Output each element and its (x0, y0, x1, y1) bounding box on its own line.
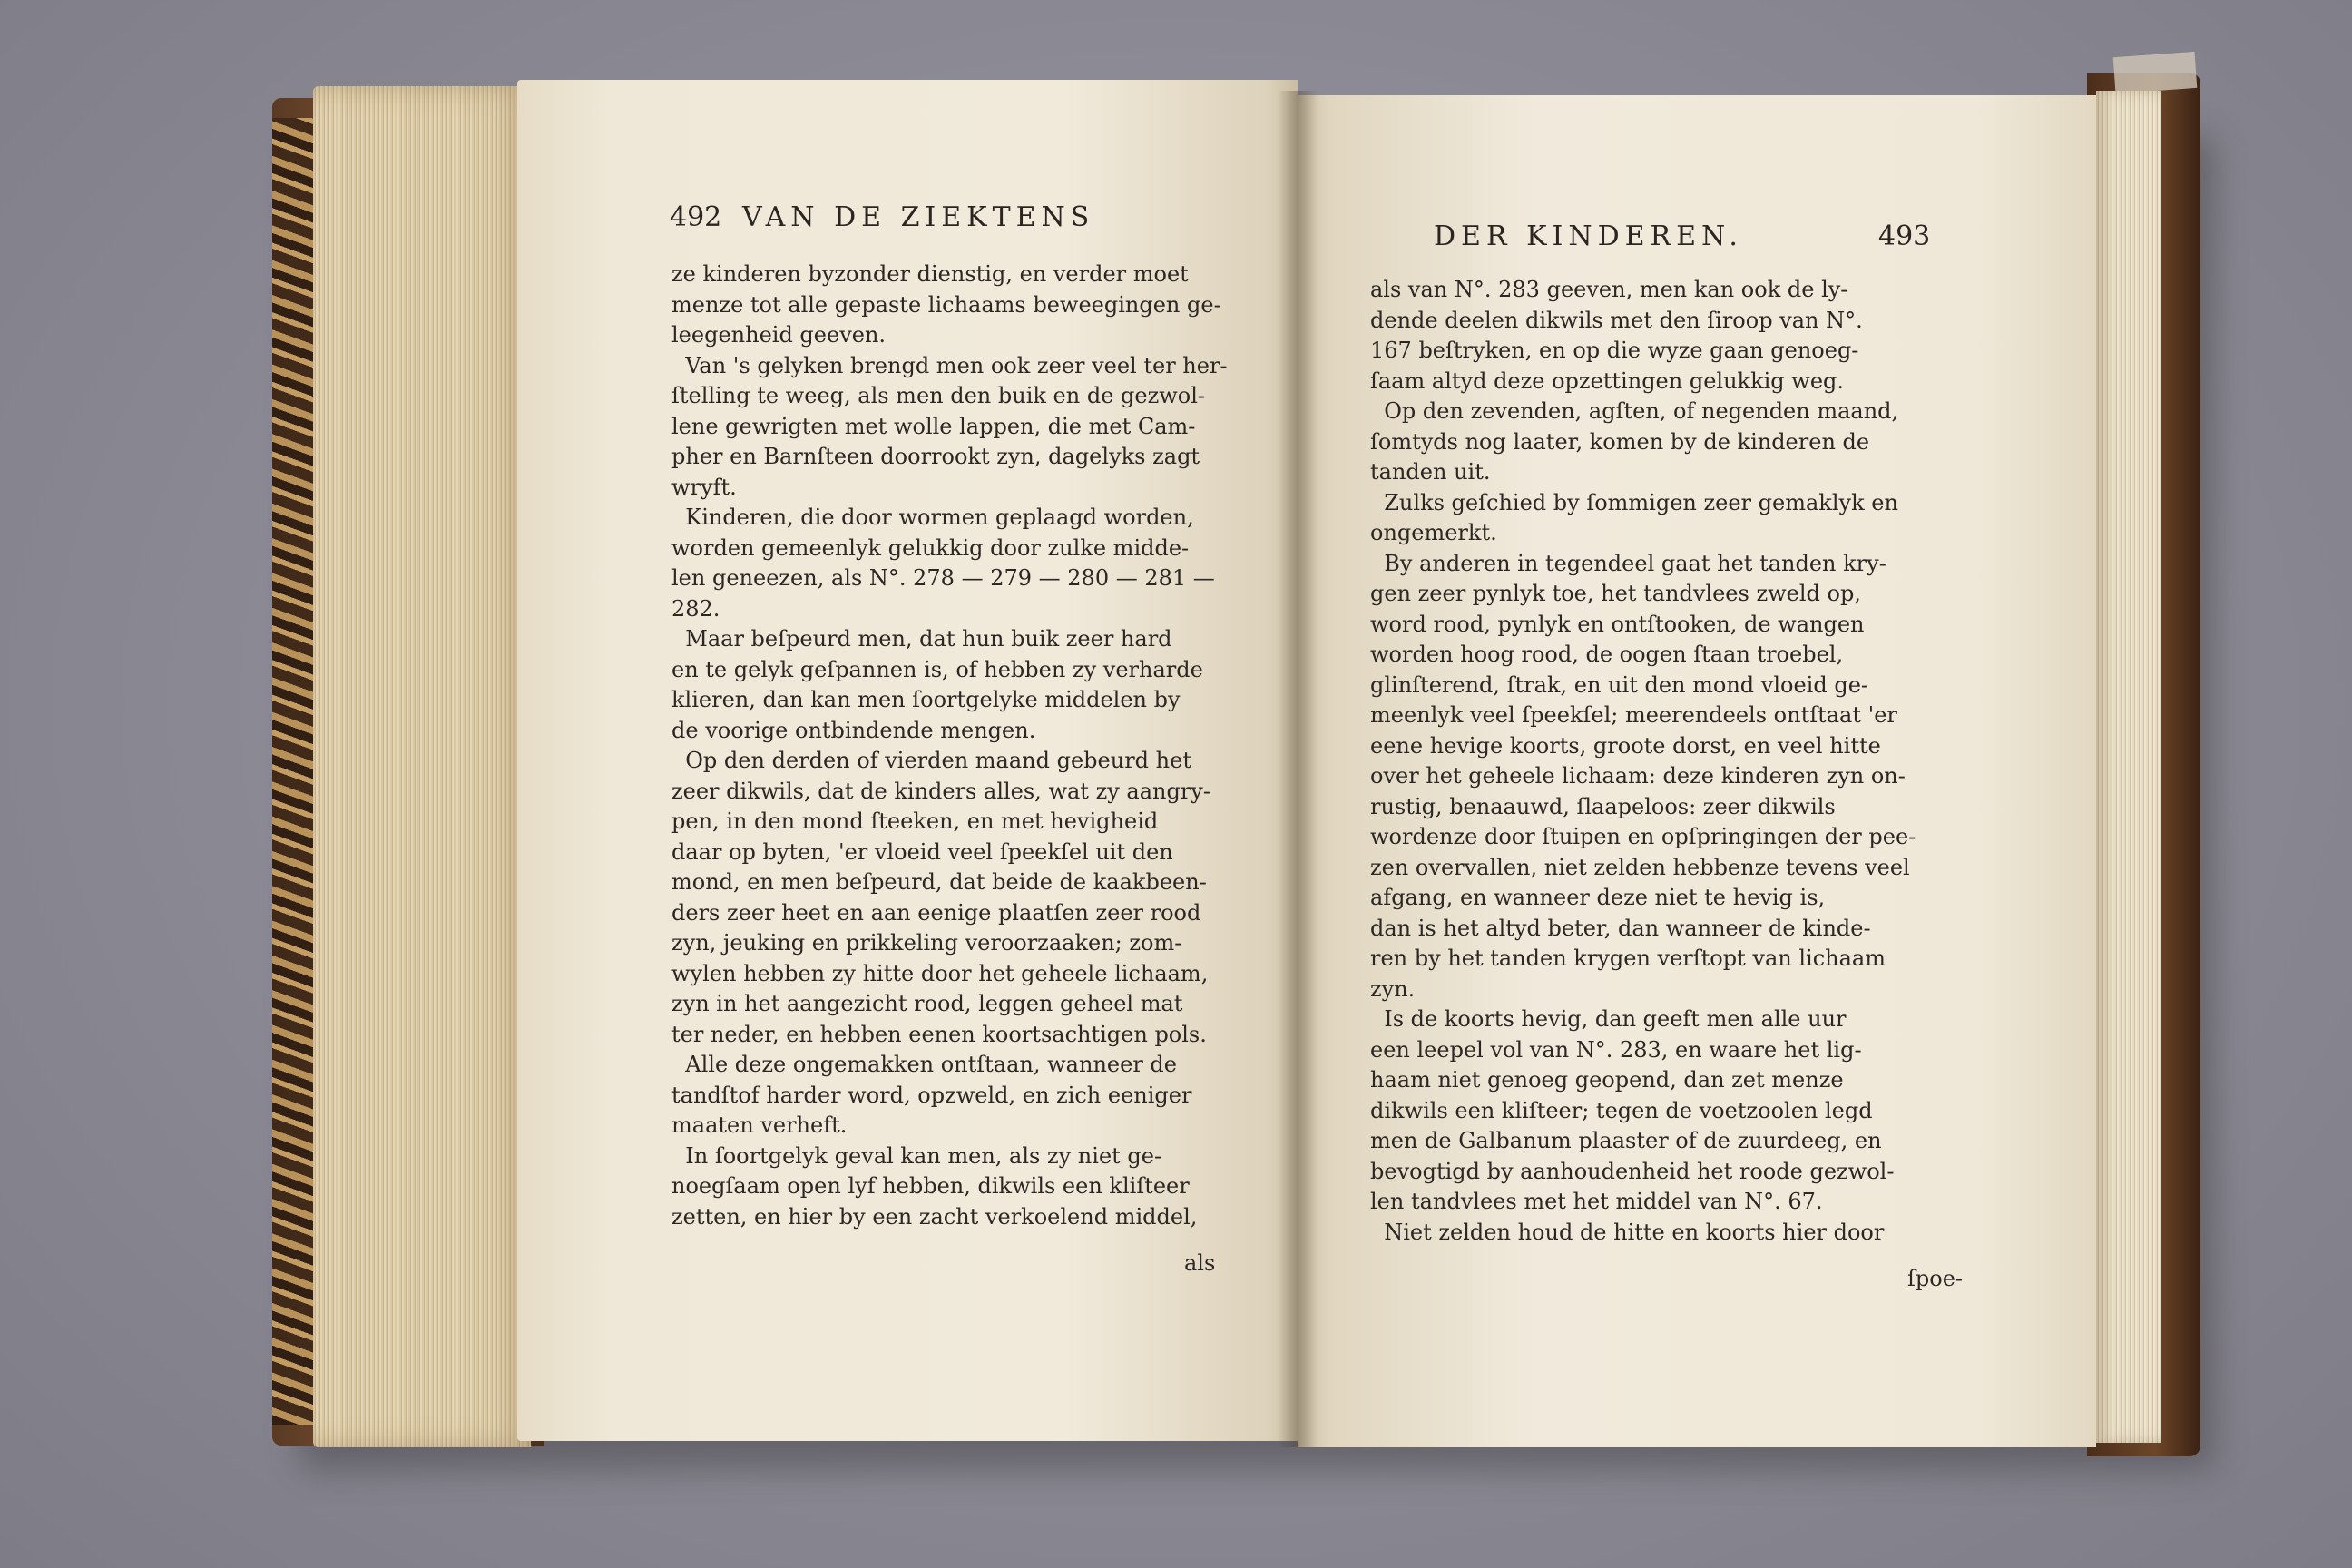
text-line: mond, en men beſpeurd, dat beide de kaakbeen- (671, 869, 1207, 895)
text-line: en te gelyk geſpannen is, of hebben zy verharde (671, 656, 1203, 682)
text-line: Maar beſpeurd men, dat hun buik zeer hard (671, 626, 1172, 652)
text-line: rustig, benaauwd, ſlaapeloos: zeer dikwils (1370, 793, 1836, 819)
left-text-block (671, 260, 1252, 1232)
text-line: zen overvallen, niet zelden hebbenze tevens veel (1370, 854, 1910, 880)
left-catchword: als (1184, 1250, 1216, 1276)
text-line: Alle deze ongemakken ontſtaan, wanneer de (671, 1052, 1177, 1077)
text-line: Niet zelden houd de hitte en koorts hier door (1370, 1219, 1885, 1245)
text-line: haam niet genoeg geopend, dan zet menze (1370, 1067, 1844, 1093)
right-page-number: 493 (1878, 220, 1931, 252)
text-line: klieren, dan kan men ſoortgelyke middelen by (671, 687, 1181, 712)
text-line: Op den zevenden, agſten, of negenden maand, (1370, 398, 1899, 424)
text-line: len geneezen, als N°. 278 — 279 — 280 — 281 — (671, 565, 1215, 591)
text-line: By anderen in tegendeel gaat het tanden kry- (1370, 550, 1886, 576)
right-catchword: ſpoe- (1907, 1266, 1964, 1291)
text-line: 282. (671, 595, 720, 622)
text-line: ſaam altyd deze opzettingen gelukkig weg. (1370, 368, 1845, 394)
right-running-head: DER KINDEREN. (1434, 220, 1743, 252)
text-line: ren by het tanden krygen verſtopt van lichaam (1370, 946, 1886, 971)
text-line: Van 's gelyken brengd men ook zeer veel ter her- (671, 352, 1228, 378)
text-line: ſomtyds nog laater, komen by de kinderen de (1370, 428, 1870, 455)
left-page-edges (313, 86, 531, 1447)
text-line: 167 beſtryken, en op die wyze gaan genoeg- (1370, 338, 1859, 363)
text-line: zyn. (1370, 975, 1416, 1002)
text-line: over het geheele lichaam: deze kinderen zyn on- (1370, 763, 1906, 789)
text-line: wylen hebben zy hitte door het geheele lichaam, (671, 960, 1209, 986)
text-line: len tandvlees met het middel van N°. 67. (1370, 1189, 1823, 1214)
text-line: leegenheid geeven. (671, 322, 887, 348)
text-line: word rood, pynlyk en ontſtooken, de wangen (1370, 611, 1865, 637)
text-line: zetten, en hier by een zacht verkoelend middel, (671, 1203, 1198, 1230)
right-text-block (1370, 275, 1951, 1248)
text-line: menze tot alle gepaste lichaams beweegingen ge- (671, 291, 1221, 318)
text-line: tanden uit. (1370, 459, 1491, 485)
text-line: noegſaam open lyf hebben, dikwils een kliſteer (671, 1173, 1190, 1199)
text-line: dikwils een kliſteer; tegen de voetzoolen legd (1370, 1097, 1873, 1123)
text-line: de voorige ontbindende mengen. (671, 717, 1036, 743)
book-gutter (1278, 91, 1318, 1447)
left-running-head: VAN DE ZIEKTENS (742, 201, 1095, 233)
text-line: als van N°. 283 geeven, men kan ook de ly- (1370, 277, 1848, 302)
text-line: Is de koorts hevig, dan geeft men alle uur (1370, 1006, 1847, 1032)
text-line: gen zeer pynlyk toe, het tandvlees zweld op, (1370, 581, 1861, 606)
text-line: Zulks geſchied by ſommigen zeer gemaklyk en (1370, 489, 1898, 515)
text-line: ders zeer heet en aan eenige plaatſen zeer rood (671, 899, 1201, 926)
text-line: zyn in het aangezicht rood, leggen geheel mat (671, 991, 1183, 1016)
text-line: pen, in den mond ſteeken, en met hevigheid (671, 808, 1159, 834)
text-line: bevogtigd by aanhoudenheid het roode gezwol- (1370, 1158, 1895, 1184)
text-line: tandſtof harder word, opzweld, en zich eeniger (671, 1082, 1192, 1108)
text-line: Kinderen, die door wormen geplaagd worden, (671, 505, 1194, 530)
text-line: dende deelen dikwils met den ſiroop van N°. (1370, 307, 1863, 333)
text-line: worden hoog rood, de oogen ſtaan troebel, (1370, 642, 1844, 667)
right-page-edges (2096, 91, 2161, 1443)
text-line: wryft. (671, 474, 737, 500)
right-page (1298, 95, 2096, 1447)
text-line: ſtelling te weeg, als men den buik en de gezwol- (671, 383, 1206, 408)
text-line: daar op byten, 'er vloeid veel ſpeekſel uit den (671, 838, 1173, 865)
left-page (517, 80, 1298, 1441)
text-line: men de Galbanum plaaster of de zuurdeeg, en (1370, 1128, 1882, 1153)
text-line: wordenze door ſtuipen en opſpringingen der pee- (1370, 824, 1916, 849)
text-line: glinſterend, ſtrak, en uit den mond vloeid ge- (1370, 671, 1868, 698)
text-line: ze kinderen byzonder dienstig, en verder moet (671, 261, 1189, 287)
text-line: dan is het altyd beter, dan wanneer de kinde- (1370, 915, 1871, 941)
text-line: ongemerkt. (1370, 520, 1497, 545)
text-line: lene gewrigten met wolle lappen, die met Cam- (671, 413, 1196, 439)
text-line: meenlyk veel ſpeekſel; meerendeels ontſtaat 'er (1370, 702, 1897, 728)
paper-tab (2113, 52, 2198, 93)
text-line: zyn, jeuking en prikkeling veroorzaaken; zom- (671, 930, 1182, 956)
left-page-number: 492 (670, 201, 722, 233)
text-line: maaten verheft. (671, 1112, 848, 1138)
text-line: zeer dikwils, dat de kinders alles, wat zy aangry- (671, 778, 1210, 804)
text-line: worden gemeenlyk gelukkig door zulke midde- (671, 534, 1190, 561)
text-line: pher en Barnſteen doorrookt zyn, dagelyks zagt (671, 444, 1200, 469)
text-line: Op den derden of vierden maand gebeurd het (671, 748, 1191, 773)
text-line: afgang, en wanneer deze niet te hevig is, (1370, 885, 1826, 910)
text-line: ter neder, en hebben eenen koortsachtigen pols. (671, 1021, 1207, 1047)
text-line: eene hevige koorts, groote dorst, en veel hitte (1370, 732, 1881, 759)
text-line: In ſoortgelyk geval kan men, als zy niet ge- (671, 1142, 1162, 1169)
text-line: een leepel vol van N°. 283, en waare het lig- (1370, 1036, 1862, 1063)
